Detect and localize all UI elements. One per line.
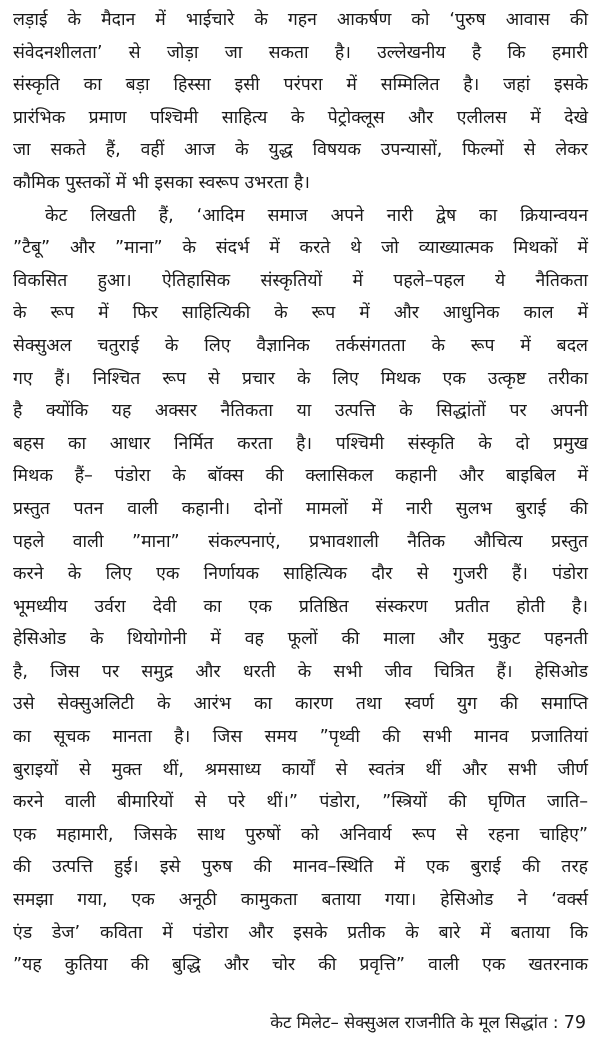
text-line: संस्कृति का बड़ा हिस्सा इसी परंपरा में सम्मिलित है। जहां इसके — [13, 75, 588, 96]
text-line: सेक्सुअल चतुराई के लिए वैज्ञानिक तर्कसंगतता के रूप में बदल — [13, 335, 588, 356]
text-line: लड़ाई के मैदान में भाईचारे के गहन आकर्षण को ‘पुरुष आवास की — [13, 10, 588, 30]
text-line: का सूचक मानता है। जिस समय ”पृथ्वी की सभी मानव प्रजातियां — [13, 727, 588, 748]
page-number: 79 — [563, 1013, 586, 1033]
text-line: उसे सेक्सुअलिटी के आरंभ का कारण तथा स्वर्ण युग की समाप्ति — [13, 694, 588, 715]
running-title: केट मिलेट– सेक्सुअल राजनीति के मूल सिद्धांत : — [270, 1013, 559, 1032]
text-line: एंड डेज’ कविता में पंडोरा और इसके प्रतीक के बारे में बताया कि — [13, 922, 588, 943]
text-line: भूमध्यीय उर्वरा देवी का एक प्रतिष्ठित संस्करण प्रतीत होती है। — [13, 596, 588, 617]
text-line: प्रस्तुत पतन वाली कहानी। दोनों मामलों में नारी सुलभ बुराई की — [13, 498, 588, 519]
text-line: जा सकते हैं, वहीं आज के युद्ध विषयक उपन्यासों, फिल्मों से लेकर — [13, 140, 588, 161]
text-line: करने वाली बीमारियों से परे थीं।” पंडोरा, ”स्त्रियों की घृणित जाति– — [13, 792, 588, 813]
text-line: विकसित हुआ। ऐतिहासिक संस्कृतियों में पहले–पहल ये नैतिकता — [13, 270, 588, 291]
text-line: प्रारंभिक प्रमाण पश्चिमी साहित्य के पेट्रोक्लूस और एलीलस में देखे — [13, 107, 588, 128]
text-line: है क्योंकि यह अक्सर नैतिकता या उत्पत्ति के सिद्धांतों पर अपनी — [13, 401, 588, 422]
text-line: समझा गया, एक अनूठी कामुकता बताया गया। हेसिओड ने ‘वर्क्स — [13, 890, 588, 911]
text-line: गए हैं। निश्चित रूप से प्रचार के लिए मिथक एक उत्कृष्ट तरीका — [13, 368, 588, 389]
text-line: ”यह कुतिया की बुद्धि और चोर की प्रवृत्ति” वाली एक खतरनाक — [13, 955, 588, 976]
paragraph-first-line: केट लिखती हैं, ‘आदिम समाज अपने नारी द्वेष का क्रियान्वयन — [45, 205, 588, 226]
text-line: करने के लिए एक निर्णायक साहित्यिक दौर से गुजरी हैं। पंडोरा — [13, 564, 588, 585]
text-line: बुराइयों से मुक्त थीं, श्रमसाध्य कार्यों से स्वतंत्र थीं और सभी जीर्ण — [13, 759, 588, 780]
body-text — [13, 4, 588, 982]
page-footer — [0, 1012, 600, 1034]
text-line: है, जिस पर समुद्र और धरती के सभी जीव चित्रित हैं। हेसिओड — [13, 661, 588, 682]
text-line: पहले वाली ”माना” संकल्पनाएं, प्रभावशाली नैतिक औचित्य प्रस्तुत — [13, 531, 588, 552]
text-line: मिथक हैं– पंडोरा के बॉक्स की क्लासिकल कहानी और बाइबिल में — [13, 466, 588, 487]
text-line: की उत्पत्ति हुई। इसे पुरुष की मानव–स्थिति में एक बुराई की तरह — [13, 857, 588, 878]
paragraph-last-line: कौमिक पुस्तकों में भी इसका स्वरूप उभरता है। — [13, 172, 310, 193]
text-line: के रूप में फिर साहित्यिकी के रूप में और आधुनिक काल में — [13, 303, 588, 324]
text-line: हेसिओड के थियोगोनी में वह फूलों की माला और मुकुट पहनती — [13, 629, 588, 650]
text-line: संवेदनशीलता’ से जोड़ा जा सकता है। उल्लेखनीय है कि हमारी — [13, 42, 588, 63]
text-line: ”टैबू” और ”माना” के संदर्भ में करते थे जो व्याख्यात्मक मिथकों में — [13, 238, 588, 259]
text-line: बहस का आधार निर्मित करता है। पश्चिमी संस्कृति के दो प्रमुख — [13, 433, 588, 454]
text-line: एक महामारी, जिसके साथ पुरुषों को अनिवार्य रूप से रहना चाहिए” — [13, 824, 588, 845]
